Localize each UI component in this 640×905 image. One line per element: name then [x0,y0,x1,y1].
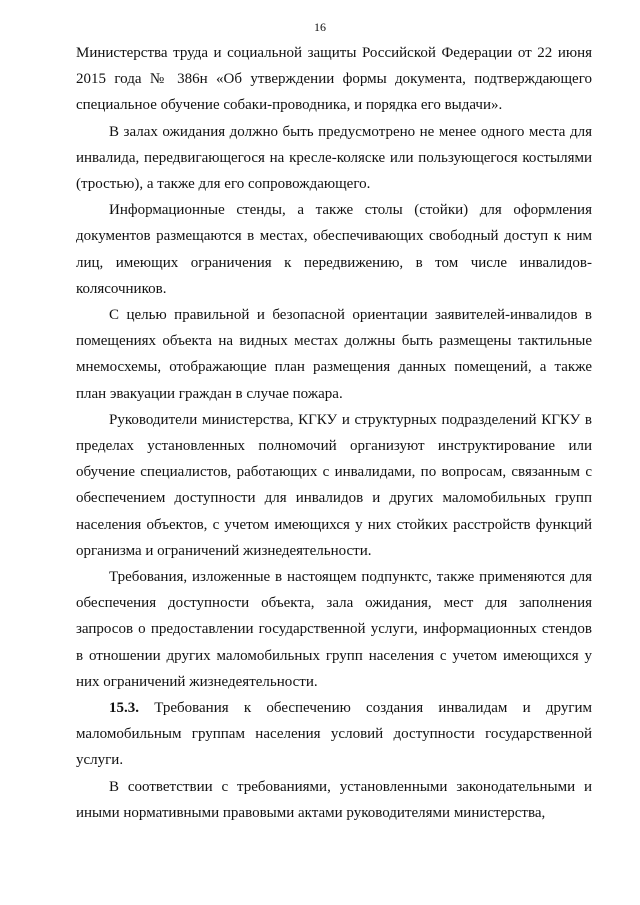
paragraph-continuation: Министерства труда и социальной защиты Российской Федерации от 22 июня 2015 года № 386н «Об утверждении формы документа, подтверждающего специальное обучение собаки-проводника, и порядка его выдачи». [76,45,592,114]
section-number: 15.3. [109,700,139,717]
page-number: 16 [314,20,326,34]
document-body [76,40,592,826]
paragraph-waiting-halls: В залах ожидания должно быть предусмотрено не менее одного места для инвалида, передвигающегося на кресле-коляске или пользующегося костылями (тростью), а также для его сопровождающего. [76,123,592,193]
section-heading-text: Требования к обеспечению создания инвалидам и другим маломобильным группам населения условий доступности государственной услуги. [76,700,592,769]
paragraph-staff-training: Руководители министерства, КГКУ и структурных подразделений КГКУ в пределах установленных полномочий организуют инструктирование или обучение специалистов, работающих с инвалидами, по вопросам, связанным с обеспечением доступности для инвалидов и других маломобильных групп населения объектов, с учетом имеющихся у них стойких расстройств функций организма и ограничений жизнедеятельности. [76,411,592,559]
paragraph-requirements-applied: Требования, изложенные в настоящем подпунктс, также применяются для обеспечения доступности объекта, зала ожидания, мест для заполнения запросов о предоставлении государственной услуги, информационных стендов в отношении других маломобильных групп населения с учетом имеющихся у них ограничений жизнедеятельности. [76,569,592,690]
paragraph-section-15-3 [76,695,592,774]
paragraph-tactile-schemes: С целью правильной и безопасной ориентации заявителей-инвалидов в помещениях объекта на видных местах должны быть размещены тактильные мнемосхемы, отображающие план размещения данных помещений, а также план эвакуации граждан в случае пожара. [76,307,592,402]
paragraph-in-accordance: В соответствии с требованиями, установленными законодательными и иными нормативными правовыми актами руководителями министерства, [76,778,592,821]
paragraph-info-stands: Информационные стенды, а также столы (стойки) для оформления документов размещаются в местах, обеспечивающих свободный доступ к ним лиц, имеющих ограничения к передвижению, в том числе инвалидов-колясочников. [76,202,592,297]
